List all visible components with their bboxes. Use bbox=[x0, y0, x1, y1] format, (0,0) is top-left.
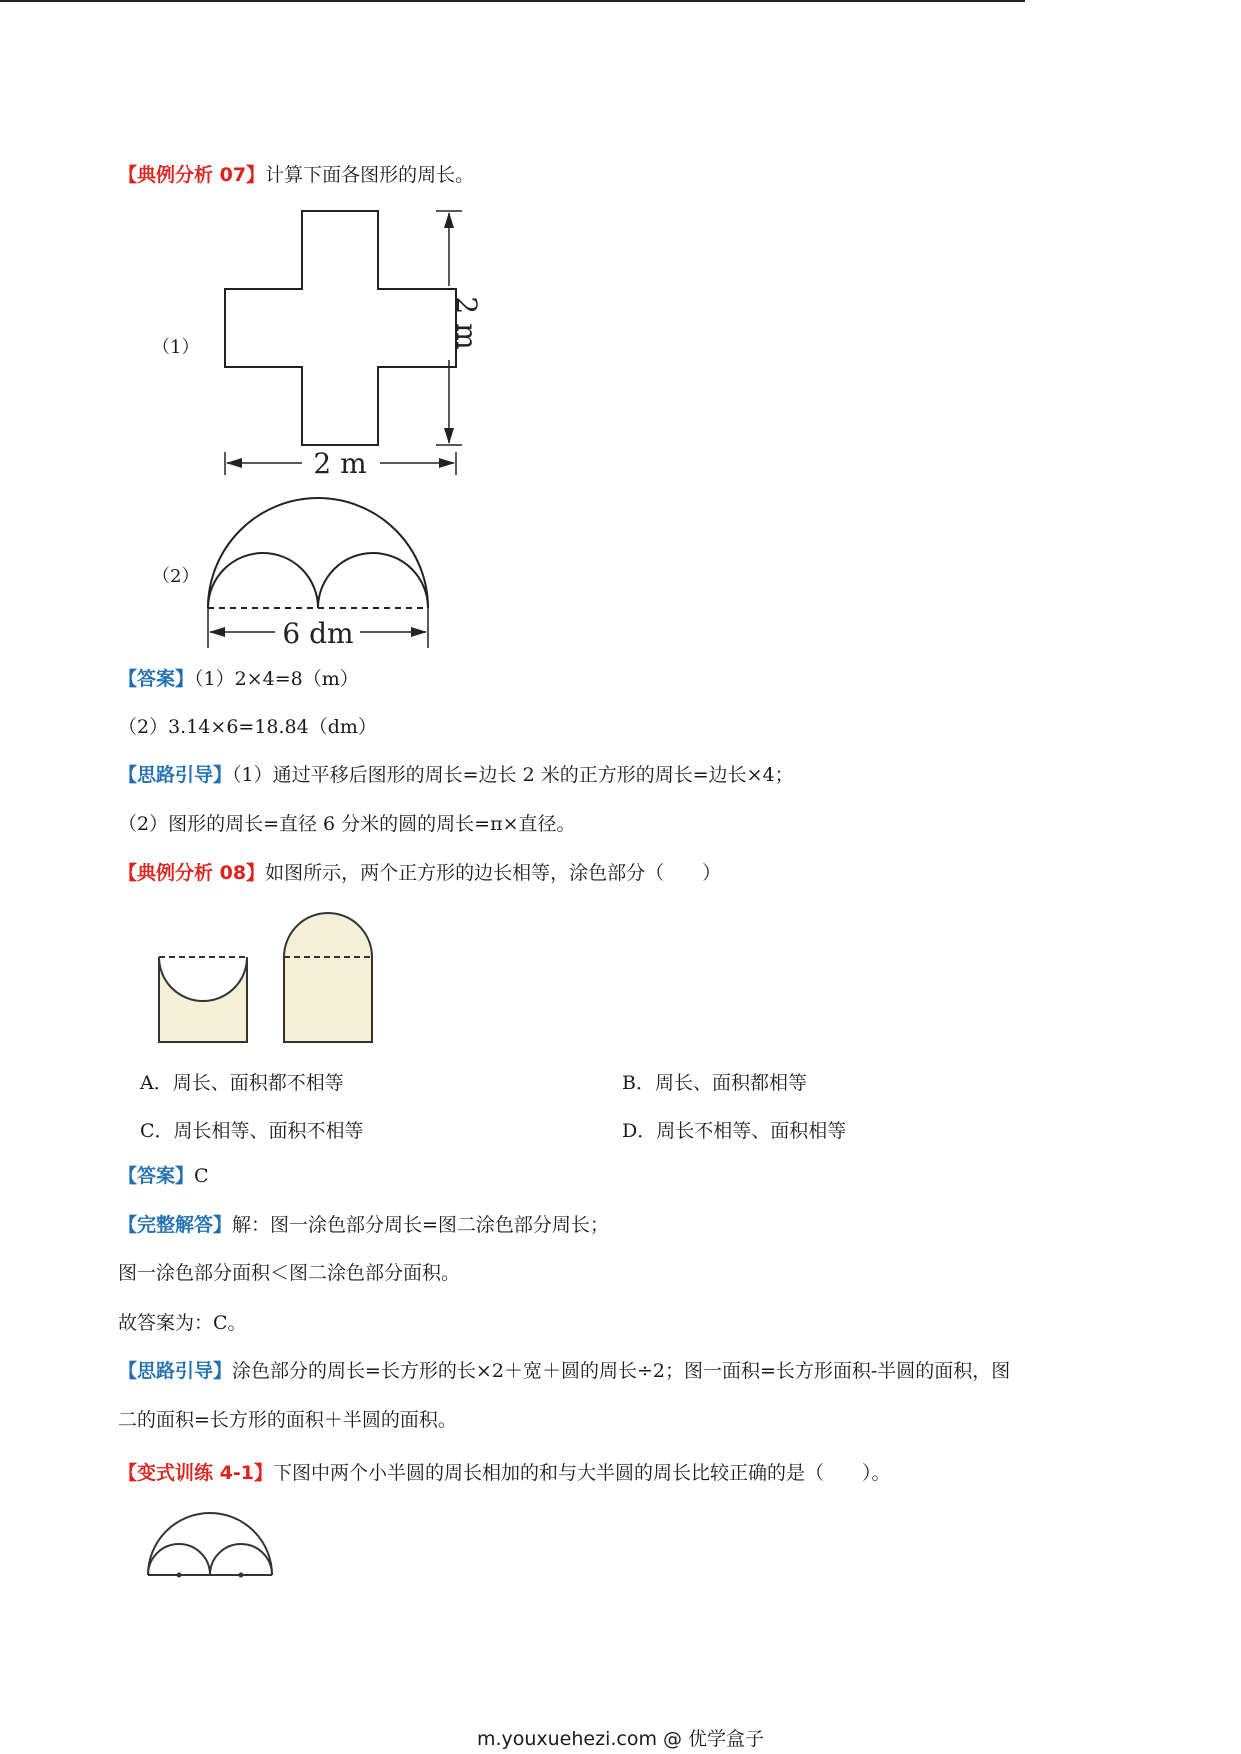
ex08-question-line bbox=[118, 860, 721, 886]
variant-semicircles-figure bbox=[140, 1505, 280, 1585]
option-a: A．周长、面积都不相等 bbox=[140, 1072, 344, 1094]
diameter-label: 6 dm bbox=[282, 617, 354, 650]
ex08-tag: 【典例分析 08】 bbox=[118, 862, 266, 884]
semicircles-figure bbox=[200, 490, 440, 650]
footer-source: m.youxuehezi.com @ 优学盒子 bbox=[476, 1728, 765, 1750]
ex08-hint-tag: 【思路引导】 bbox=[118, 1360, 233, 1382]
variant-small-semicircle-left bbox=[148, 1544, 210, 1575]
ex07-hint1: （1）通过平移后图形的周长=边长 2 米的正方形的周长=边长×4； bbox=[232, 764, 794, 786]
large-semicircle bbox=[208, 498, 428, 608]
center-dot-right bbox=[239, 1573, 244, 1578]
width-label: 2 m bbox=[313, 447, 367, 480]
small-semicircle-left bbox=[208, 553, 318, 608]
ex07-answer-tag: 【答案】 bbox=[118, 668, 195, 690]
option-b: B．周长、面积都相等 bbox=[622, 1072, 807, 1094]
ex07-answer2: （2）3.14×6=18.84（dm） bbox=[118, 716, 377, 738]
ex41-question-line bbox=[118, 1460, 890, 1486]
ex07-question-line bbox=[118, 162, 474, 188]
ex08-answer-tag: 【答案】 bbox=[118, 1165, 195, 1187]
ex08-hint-line bbox=[118, 1358, 1010, 1384]
ex08-solution-tag: 【完整解答】 bbox=[118, 1214, 233, 1236]
ex08-solution3: 故答案为：C。 bbox=[118, 1312, 247, 1334]
ex08-hint2: 二的面积=长方形的面积＋半圆的面积。 bbox=[118, 1409, 457, 1431]
cross-figure bbox=[200, 200, 500, 490]
ex08-hint1: 涂色部分的周长=长方形的长×2＋宽＋圆的周长÷2；图一面积=长方形面积-半圆的面积，图 bbox=[232, 1360, 1011, 1382]
height-label: 2 m bbox=[450, 296, 483, 350]
option-c: C．周长相等、面积不相等 bbox=[140, 1120, 364, 1142]
ex07-answer1: （1）2×4=8（m） bbox=[194, 668, 359, 690]
variant-small-semicircle-right bbox=[210, 1544, 272, 1575]
ex07-answer-line bbox=[118, 666, 359, 692]
cross-shape bbox=[225, 211, 456, 445]
shaded-shape-2 bbox=[284, 913, 372, 1042]
ex41-question: 下图中两个小半圆的周长相加的和与大半圆的周长比较正确的是（ ）。 bbox=[272, 1462, 891, 1484]
ex07-hint-line bbox=[118, 762, 794, 788]
ex07-hint2: （2）图形的周长=直径 6 分米的圆的周长=π×直径。 bbox=[118, 813, 576, 835]
ex07-hint-tag: 【思路引导】 bbox=[118, 764, 233, 786]
option-d: D．周长不相等、面积相等 bbox=[622, 1120, 847, 1142]
fig1-label: （1） bbox=[152, 337, 200, 358]
ex08-solution2: 图一涂色部分面积＜图二涂色部分面积。 bbox=[118, 1262, 461, 1284]
ex07-question: 计算下面各图形的周长。 bbox=[265, 164, 475, 186]
shaded-shape-1 bbox=[159, 957, 247, 1042]
center-dot-left bbox=[177, 1573, 182, 1578]
shaded-squares-figure bbox=[150, 905, 390, 1050]
fig2-label: （2） bbox=[152, 566, 200, 587]
ex07-tag: 【典例分析 07】 bbox=[118, 164, 266, 186]
small-semicircle-right bbox=[318, 553, 428, 608]
ex41-tag: 【变式训练 4-1】 bbox=[118, 1462, 273, 1484]
ex08-question: 如图所示，两个正方形的边长相等，涂色部分（ ） bbox=[265, 862, 722, 884]
ex08-answer: C bbox=[194, 1165, 209, 1187]
variant-large-semicircle bbox=[148, 1513, 272, 1575]
ex08-solution1: 解：图一涂色部分周长=图二涂色部分周长； bbox=[232, 1214, 609, 1236]
ex08-solution-line bbox=[118, 1212, 609, 1238]
ex08-answer-line bbox=[118, 1163, 209, 1189]
header-rule bbox=[0, 0, 1025, 2]
